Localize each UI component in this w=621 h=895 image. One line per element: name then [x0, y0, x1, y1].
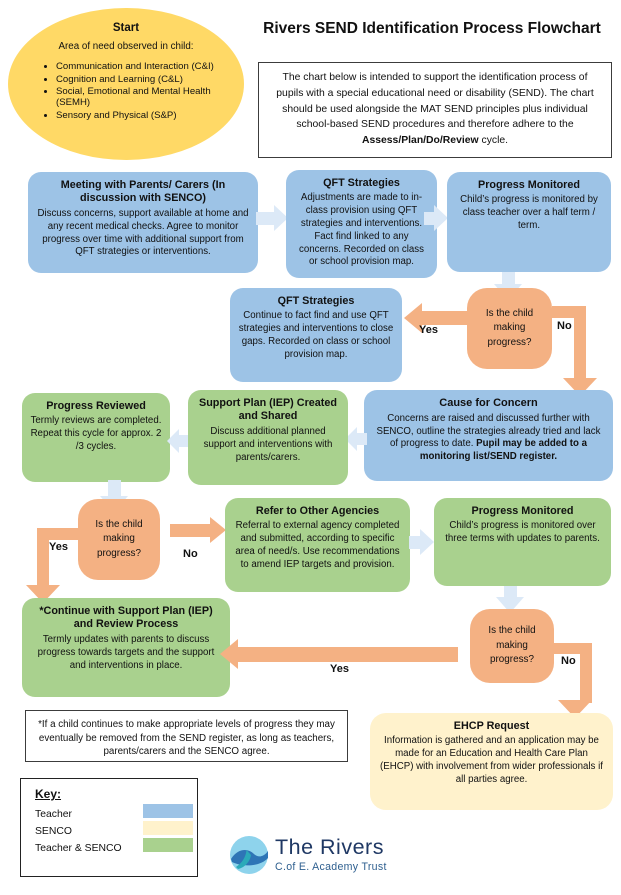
node-body: Information is gathered and an application may be made for an Education and Health Care Plan (EHCP) with involvement from wider professionals if all parties agree.: [380, 735, 603, 785]
arrow-decision3-yes: [238, 647, 458, 662]
arrow-head-right-icon: [210, 517, 226, 543]
start-bullet: • Cognition and Learning (C&L): [56, 74, 226, 85]
intro-box: [258, 62, 612, 158]
node-progress-reviewed: [22, 393, 170, 482]
start-bullet-list: [26, 61, 226, 121]
arrow-decision1-no-v: [574, 306, 586, 380]
decision-progress-1: [467, 288, 552, 369]
label-yes-2: Yes: [49, 541, 68, 553]
key-box: [20, 778, 198, 877]
node-progress-monitored-1: [447, 172, 611, 272]
arrow-meeting-to-qft: [256, 212, 276, 225]
node-qft-strategies-2: [230, 288, 402, 382]
node-title: Progress Reviewed: [46, 400, 146, 412]
node-title: QFT Strategies: [323, 177, 400, 189]
node-cause-for-concern: [364, 390, 613, 481]
label-no-3: No: [561, 655, 576, 667]
intro-text-after: cycle.: [478, 135, 509, 147]
node-body: Child’s progress is monitored over three terms with updates to parents.: [445, 520, 600, 545]
key-swatch-teacher-senco: [143, 838, 193, 852]
start-node: [8, 8, 244, 160]
key-swatch-senco: [143, 821, 193, 835]
start-bullet: • Social, Emotional and Mental Health (SEMH): [56, 86, 226, 108]
decision-text: Is the child making progress?: [488, 625, 536, 666]
label-yes-1: Yes: [419, 324, 438, 336]
node-title: Cause for Concern: [439, 397, 538, 409]
start-bullet: • Communication and Interaction (C&I): [56, 61, 226, 72]
node-body: Termly updates with parents to discuss progress towards targets and the support and interventions in place.: [37, 633, 215, 671]
key-label-teacher-senco: Teacher & SENCO: [35, 843, 122, 854]
key-swatch-teacher: [143, 804, 193, 818]
arrow-head-left-icon: [220, 639, 238, 669]
decision-text: Is the child making progress?: [485, 307, 534, 348]
decision-progress-2: [78, 499, 160, 580]
node-body: Discuss additional planned support and interventions with parents/carers.: [203, 425, 333, 463]
node-ehcp-request: [370, 713, 613, 810]
node-body-bold: Pupil may be added to a monitoring list/SEND register.: [419, 438, 588, 463]
key-label-senco: SENCO: [35, 826, 72, 837]
start-bullet: • Sensory and Physical (S&P): [56, 110, 226, 121]
trust-logo: [229, 835, 387, 875]
node-title: Progress Monitored: [471, 505, 574, 517]
node-body: Termly reviews are completed. Repeat this cycle for approx. 2 /3 cycles.: [30, 415, 162, 453]
node-title: QFT Strategies: [277, 295, 355, 307]
start-subheading: Area of need observed in child:: [58, 41, 194, 52]
node-body: Discuss concerns, support available at home and any recent medical checks. Agree to monitor progress over time with additional support from QFT strategies or interventions.: [37, 207, 249, 258]
node-title: Meeting with Parents/ Carers (In discussion with SENCO): [60, 179, 226, 205]
arrow-decision3-no-v: [580, 643, 592, 703]
rivers-wave-icon: [229, 835, 269, 875]
node-body: Adjustments are made to in-class provision using QFT strategies and interventions. Fact find linked to any concerns. Recorded on class or school provision map.: [299, 192, 424, 268]
intro-text: The chart below is intended to support the identification process of pupils with a special educational need or disability (SEND). The chart should be used alongside the MAT SEND principles plus individual school-based SEND procedures and therefore adhere to the: [276, 72, 594, 131]
node-body: Continue to fact find and use QFT strategies and interventions to close gaps. Recorded on class or school provision map.: [238, 310, 394, 360]
key-label-teacher: Teacher: [35, 809, 72, 820]
logo-text: [275, 835, 387, 873]
decision-progress-3: [470, 609, 554, 683]
node-title: Support Plan (IEP) Created and Shared: [199, 397, 337, 423]
label-no-1: No: [557, 320, 572, 332]
arrow-decision2-no: [170, 524, 212, 537]
decision-text: Is the child making progress?: [95, 518, 143, 559]
logo-name: The Rivers: [275, 835, 384, 859]
page-title: Rivers SEND Identification Process Flowchart: [263, 20, 601, 37]
intro-text-bold: Assess/Plan/Do/Review: [361, 135, 479, 147]
label-no-2: No: [183, 548, 198, 560]
arrow-decision2-yes-v: [37, 528, 49, 588]
node-continue-support-plan: [22, 598, 230, 697]
node-body: Referral to external agency completed and submitted, according to specific area of need/s. Use recommendations to amend IEP targets and provision.: [235, 520, 400, 570]
footnote-box: *If a child continues to make appropriate levels of progress they may eventually be removed from the SEND register, as long as teachers, parents/carers and the SENCO agree.: [25, 710, 348, 762]
arrow-head-right-icon: [434, 205, 448, 231]
node-meeting-parents: [28, 172, 258, 273]
arrow-decision1-yes: [420, 311, 467, 325]
node-body: Child’s progress is monitored by class teacher over a half term / term.: [460, 194, 598, 232]
node-refer-agencies: [225, 498, 410, 592]
node-progress-monitored-2: [434, 498, 611, 586]
node-title: EHCP Request: [453, 720, 530, 732]
node-body: Concerns are raised and discussed further with SENCO, outline the strategies already tried and lack of progress to date.: [376, 412, 601, 450]
node-title: *Continue with Support Plan (IEP) and Review Process: [39, 605, 213, 631]
node-qft-strategies-1: [286, 170, 437, 278]
key-heading: Key:: [35, 787, 62, 801]
arrow-head-right-icon: [420, 529, 434, 555]
node-title: Refer to Other Agencies: [255, 505, 380, 517]
node-support-plan: [188, 390, 348, 485]
arrow-cause-to-support: [356, 433, 367, 445]
label-yes-3: Yes: [330, 663, 349, 675]
node-title: Progress Monitored: [478, 179, 580, 191]
logo-subtitle: C.of E. Academy Trust: [275, 861, 387, 873]
start-title: Start: [112, 22, 140, 34]
